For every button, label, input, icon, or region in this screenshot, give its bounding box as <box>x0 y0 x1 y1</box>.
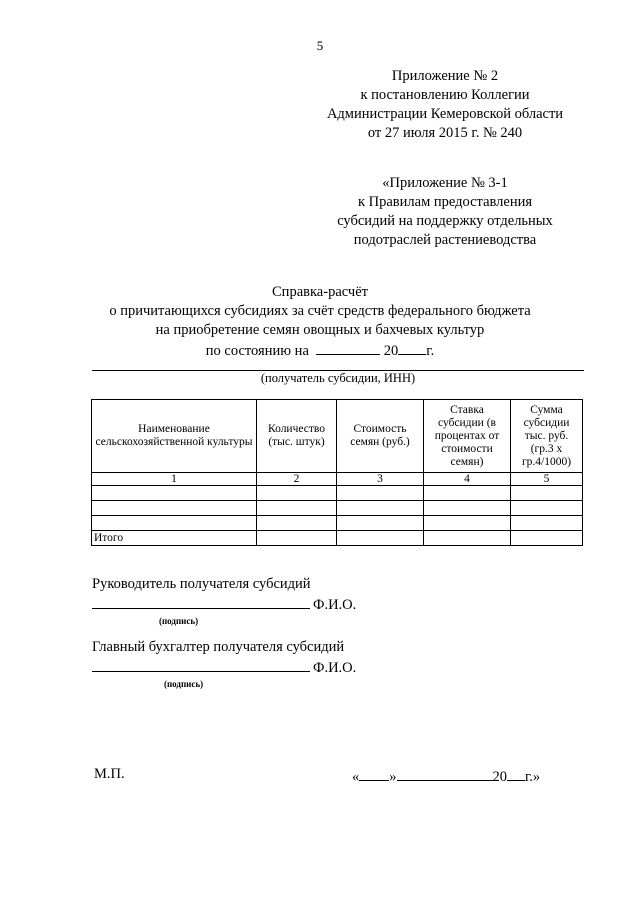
table-cell[interactable] <box>511 516 583 531</box>
table-cell[interactable] <box>257 486 337 501</box>
table-cell[interactable] <box>257 531 337 546</box>
accountant-signature-block <box>92 638 356 694</box>
head-signature-caption: (подпись) <box>159 616 199 626</box>
header-quantity: Количество (тыс. штук) <box>257 400 337 473</box>
as-of-date-blank[interactable] <box>316 340 380 355</box>
table-header-row <box>92 400 583 473</box>
as-of-label: по состоянию на <box>205 343 309 359</box>
title-line3: на приобретение семян овощных и бахчевых культур <box>155 322 485 338</box>
date-year: 20 <box>492 769 507 785</box>
table-cell[interactable] <box>424 501 511 516</box>
table-cell[interactable] <box>337 501 424 516</box>
table-cell[interactable] <box>337 531 424 546</box>
total-label: Итого <box>92 531 257 546</box>
head-title: Руководитель получателя субсидий <box>92 576 311 592</box>
title-line2: о причитающихся субсидиях за счёт средств федерального бюджета <box>109 303 531 319</box>
appendix-main-line4: от 27 июля 2015 г. № 240 <box>367 125 523 141</box>
table-total-row <box>92 531 583 546</box>
table-row <box>92 486 583 501</box>
date-day-blank[interactable] <box>359 766 389 781</box>
appendix-sub-line4: подотраслей растениеводства <box>353 232 537 248</box>
column-number: 5 <box>511 473 583 486</box>
header-subsidy-amount: Сумма субсидии тыс. руб. (гр.3 х гр.4/1000) <box>511 400 583 473</box>
header-crop-name: Наименование сельскохозяйственной культуры <box>92 400 257 473</box>
date-month-blank[interactable] <box>397 766 493 781</box>
signing-date <box>352 766 540 786</box>
table-row <box>92 501 583 516</box>
appendix-main-block <box>300 67 590 143</box>
date-close-quote: » <box>389 769 397 785</box>
table-cell[interactable] <box>511 501 583 516</box>
column-number: 3 <box>337 473 424 486</box>
accountant-signature-caption: (подпись) <box>164 679 204 689</box>
appendix-main-line3: Администрации Кемеровской области <box>326 106 564 122</box>
header-subsidy-rate: Ставка субсидии (в процентах от стоимости семян) <box>424 400 511 473</box>
date-suffix: г.» <box>525 769 541 785</box>
as-of-suffix: г. <box>426 343 435 359</box>
date-open-quote: « <box>352 769 360 785</box>
column-number: 1 <box>92 473 257 486</box>
recipient-caption: (получатель субсидии, ИНН) <box>260 371 416 385</box>
accountant-fio: Ф.И.О. <box>313 660 357 676</box>
document-title <box>60 283 580 361</box>
title-line1: Справка-расчёт <box>272 284 368 300</box>
column-number: 2 <box>257 473 337 486</box>
table-cell[interactable] <box>424 486 511 501</box>
subsidy-table <box>91 399 583 546</box>
table-cell[interactable] <box>511 486 583 501</box>
head-fio: Ф.И.О. <box>313 597 357 613</box>
accountant-signature-row <box>92 657 356 678</box>
table-cell[interactable] <box>424 516 511 531</box>
title-line4 <box>60 340 580 361</box>
table-cell[interactable] <box>511 531 583 546</box>
appendix-sub-block <box>300 174 590 250</box>
column-number: 4 <box>424 473 511 486</box>
page-number: 5 <box>316 38 324 53</box>
appendix-sub-line2: к Правилам предоставления <box>357 194 533 210</box>
table-cell[interactable] <box>257 516 337 531</box>
table-cell[interactable] <box>92 516 257 531</box>
appendix-main-line1: Приложение № 2 <box>391 68 499 84</box>
header-seed-cost: Стоимость семян (руб.) <box>337 400 424 473</box>
date-year-blank[interactable] <box>507 766 525 781</box>
table-cell[interactable] <box>257 501 337 516</box>
appendix-main-line2: к постановлению Коллегии <box>360 87 530 103</box>
as-of-year: 20 <box>383 343 399 359</box>
appendix-sub-line1: «Приложение № 3-1 <box>382 175 508 191</box>
table-row <box>92 516 583 531</box>
stamp-placeholder: М.П. <box>94 766 125 782</box>
table-column-numbers-row <box>92 473 583 486</box>
table-cell[interactable] <box>92 501 257 516</box>
as-of-year-blank[interactable] <box>398 340 426 355</box>
head-signature-line[interactable] <box>92 594 310 609</box>
table-cell[interactable] <box>92 486 257 501</box>
head-signature-row <box>92 594 356 615</box>
table-cell[interactable] <box>424 531 511 546</box>
appendix-sub-line3: субсидий на поддержку отдельных <box>337 213 553 229</box>
table-cell[interactable] <box>337 516 424 531</box>
accountant-signature-line[interactable] <box>92 657 310 672</box>
head-signature-block <box>92 575 356 631</box>
table-cell[interactable] <box>337 486 424 501</box>
accountant-title: Главный бухгалтер получателя субсидий <box>92 639 345 655</box>
